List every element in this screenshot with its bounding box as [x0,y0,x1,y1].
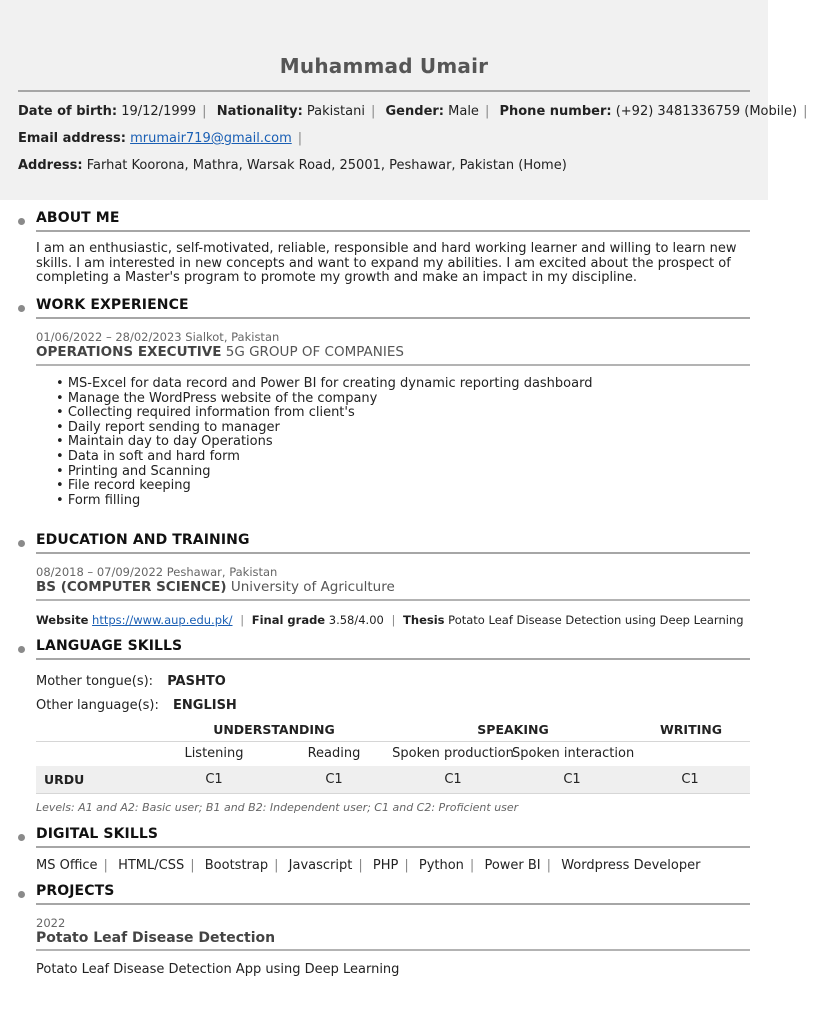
level-listening: C1 [205,772,223,787]
section-bullet-icon [18,305,25,312]
work-dates-location: 01/06/2022 – 28/02/2023 Sialkot, Pakistan [36,330,280,344]
gender-label: Gender: [385,104,444,119]
name-divider [18,90,750,92]
email-label: Email address: [18,131,126,146]
section-title: PROJECTS [36,883,115,899]
list-item: • Manage the WordPress website of the company [56,392,592,407]
table-subheader-spoken-production: Spoken production [392,746,514,761]
section-title: EDUCATION AND TRAINING [36,532,250,548]
project-title: Potato Leaf Disease Detection [36,930,276,946]
table-header-speaking: SPEAKING [477,722,549,737]
section-divider [36,230,750,232]
skill-item: Wordpress Developer [561,858,701,873]
grade-value: 3.58/4.00 [328,613,384,627]
phone-label: Phone number: [499,104,612,119]
list-item: • Daily report sending to manager [56,421,592,436]
education-divider [36,599,750,601]
level-spoken-interaction: C1 [563,772,581,787]
section-divider [36,552,750,554]
digital-skills-list: MS Office | HTML/CSS | Bootstrap | Javascript | PHP | Python | Power BI | Wordpress Developer [36,858,701,873]
education-dates-location: 08/2018 – 07/09/2022 Peshawar, Pakistan [36,565,278,579]
list-item: • Form filling [56,494,592,509]
skill-item: MS Office [36,858,98,873]
address-label: Address: [18,158,83,173]
project-year: 2022 [36,916,66,930]
section-bullet-icon [18,834,25,841]
table-header-writing: WRITING [660,722,722,737]
skill-item: Power BI [484,858,541,873]
section-title: ABOUT ME [36,210,120,226]
level-reading: C1 [325,772,343,787]
about-text: I am an enthusiastic, self-motivated, reliable, responsible and hard working learner and willing to learn new skills. I am interested in new concepts and want to expand my abilities. I am excited about the prospect of completing a Master's program to promote my growth and make an impact in my discipline. [36,241,737,285]
table-header-understanding: UNDERSTANDING [213,722,335,737]
list-item: • Maintain day to day Operations [56,435,592,450]
mother-tongue-label: Mother tongue(s): [36,674,154,689]
nationality-label: Nationality: [216,104,303,119]
section-title: WORK EXPERIENCE [36,297,189,313]
section-divider [36,903,750,905]
mother-tongue-value: PASHTO [167,674,226,689]
table-row [36,766,750,794]
candidate-name: Muhammad Umair [279,54,489,78]
gender-value: Male [448,104,479,119]
skill-item: Python [418,858,464,873]
levels-legend: Levels: A1 and A2: Basic user; B1 and B2: Independent user; C1 and C2: Proficient user [36,801,519,814]
list-item: • MS-Excel for data record and Power BI for creating dynamic reporting dashboard [56,377,592,392]
grade-label: Final grade [251,613,326,627]
thesis-value: Potato Leaf Disease Detection using Deep Learning [448,613,744,627]
list-item: • File record keeping [56,479,592,494]
section-bullet-icon [18,540,25,547]
address-line [18,158,567,173]
section-divider [36,317,750,319]
education-details-line: Website https://www.aup.edu.pk/ | Final grade 3.58/4.00 | Thesis Potato Leaf Disease Detection using Deep Learning [36,613,744,627]
table-divider [36,741,750,742]
nationality-value: Pakistani [306,104,365,119]
phone-value: (+92) 3481336759 (Mobile) [615,104,798,119]
skill-item: PHP [372,858,399,873]
thesis-label: Thesis [403,613,445,627]
skill-item: HTML/CSS [118,858,185,873]
website-link[interactable]: https://www.aup.edu.pk/ [92,613,233,627]
email-line: Email address: mrumair719@gmail.com | [18,131,303,146]
section-divider [36,658,750,660]
personal-details-line: Date of birth: 19/12/1999 | Nationality: Pakistani | Gender: Male | Phone number: (+92) 3481336759 (Mobile) | [18,104,808,119]
list-item: • Data in soft and hard form [56,450,592,465]
institution-name: University of Agriculture [230,579,395,595]
list-item: • Collecting required information from client's [56,406,592,421]
mother-tongue-line [36,674,226,689]
table-subheader-spoken-interaction: Spoken interaction [512,746,635,761]
skill-item: Bootstrap [204,858,269,873]
work-role-line [36,344,404,360]
table-subheader-reading: Reading [307,746,361,761]
language-name: URDU [44,772,85,787]
other-languages-line [36,698,237,713]
level-spoken-production: C1 [444,772,462,787]
section-title: DIGITAL SKILLS [36,826,159,842]
section-bullet-icon [18,891,25,898]
website-label: Website [36,613,89,627]
work-duties-list [56,377,592,508]
other-languages-label: Other language(s): [36,698,159,713]
skill-item: Javascript [288,858,353,873]
dob-label: Date of birth: [18,104,118,119]
degree-title: BS (COMPUTER SCIENCE) [36,579,227,595]
dob-value: 19/12/1999 [121,104,197,119]
personal-info-header [0,0,808,200]
section-bullet-icon [18,646,25,653]
project-description: Potato Leaf Disease Detection App using Deep Learning [36,962,400,977]
other-languages-value: ENGLISH [173,698,237,713]
project-divider [36,949,750,951]
table-subheader-listening: Listening [184,746,244,761]
company-name: 5G GROUP OF COMPANIES [225,344,404,360]
section-divider [36,846,750,848]
list-item: • Printing and Scanning [56,465,592,480]
section-bullet-icon [18,218,25,225]
address-value: Farhat Koorona, Mathra, Warsak Road, 25001, Peshawar, Pakistan (Home) [86,158,567,173]
job-title: OPERATIONS EXECUTIVE [36,344,222,360]
level-writing: C1 [681,772,699,787]
email-link[interactable]: mrumair719@gmail.com [130,131,292,146]
work-divider [36,364,750,366]
education-degree-line [36,579,395,595]
section-title: LANGUAGE SKILLS [36,638,183,654]
